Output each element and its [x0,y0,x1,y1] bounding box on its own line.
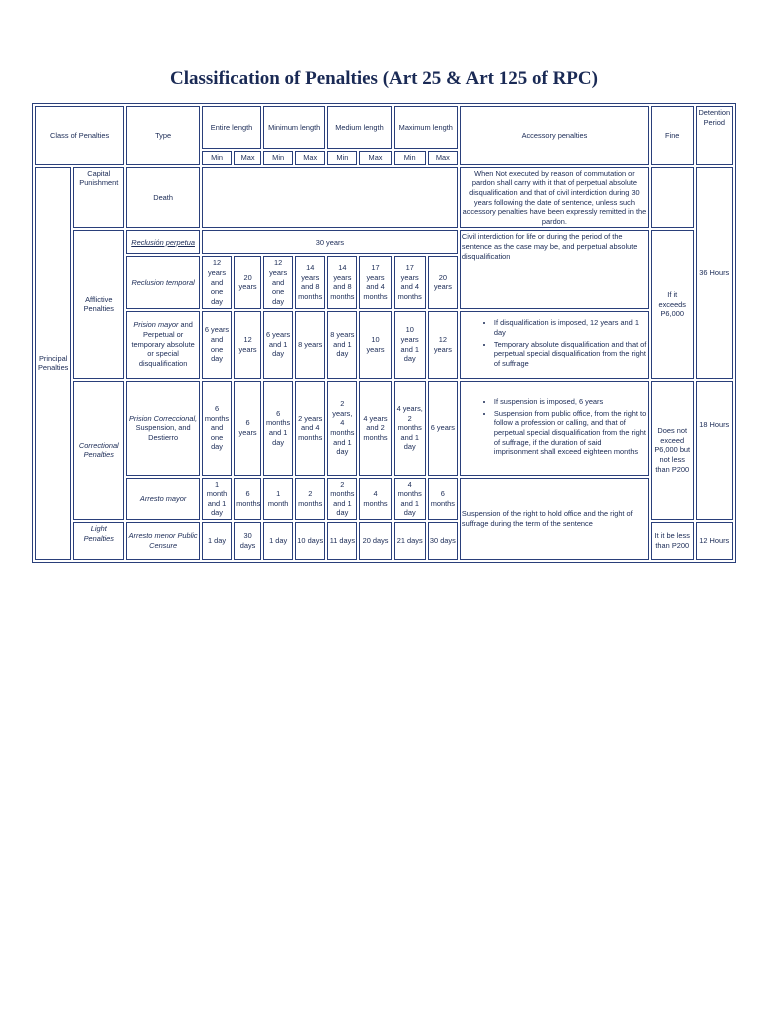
header-type: Type [126,106,200,165]
mayor-medium-min: 8 years and 1 day [327,311,357,379]
prision-mayor-name: Prision mayor [133,320,179,330]
header-detention-period: Detention Period [696,106,733,165]
mayor-entire-min: 6 years and one day [202,311,232,379]
list-item: • If disqualification is imposed, 12 years and 1 day [494,318,647,337]
reclusion-perpetua-type: Reclusión perpetua [126,230,200,254]
mayor-accessory [460,311,649,379]
page-title: Classification of Penalties (Art 25 & Art 125 of RPC) [170,68,598,89]
correccional-entire-max: 6 years [234,381,261,476]
correccional-medium-max: 4 years and 2 months [359,381,391,476]
penalties-table [32,103,736,563]
temporal-maximum-min: 17 years and 4 months [394,256,426,308]
temporal-maximum-max: 20 years [428,256,458,308]
death-accessory: When Not executed by reason of commutation or pardon shall carry with it that of perpetual absolute disqualification and that of civil interdiction during 30 years following the date of sentence, unless such accessory penalties have been expressly remitted in the pardon. [460,167,649,229]
header-maximum-length: Maximum length [394,106,458,149]
correccional-medium-min: 2 years, 4 months and 1 day [327,381,357,476]
light-fine: It it be less than P200 [651,522,694,560]
header-max: Max [359,151,391,165]
principal-penalties-label: Principal Penalties [35,167,71,560]
correccional-minimum-min: 6 months and 1 day [263,381,293,476]
arresto-mayor-maximum-min: 4 months and 1 day [394,478,426,521]
death-length-empty [202,167,458,229]
light-detention: 12 Hours [696,522,733,560]
arresto-mayor-minimum-max: 2 months [295,478,325,521]
mayor-accessory-list [462,318,647,368]
mayor-maximum-min: 10 years and 1 day [394,311,426,379]
prision-correccional-name: Prision Correccional, [129,413,198,423]
correccional-accessory-list [462,397,647,457]
mayor-minimum-min: 6 years and 1 day [263,311,293,379]
correccional-entire-min: 6 months and one day [202,381,232,476]
list-item: • If suspension is imposed, 6 years [494,397,647,407]
afflictive-penalties-label: Afflictive Penalties [73,230,124,378]
mayor-entire-max: 12 years [234,311,261,379]
temporal-minimum-max: 14 years and 8 months [295,256,325,308]
arresto-mayor-maximum-max: 6 months [428,478,458,521]
arresto-mayor-type: Arresto mayor [126,478,200,521]
temporal-entire-max: 20 years [234,256,261,308]
header-medium-length: Medium length [327,106,391,149]
header-entire-length: Entire length [202,106,261,149]
prision-mayor-detail: and Perpetual or temporary absolute or special disqualification [131,320,195,368]
light-minimum-min: 1 day [263,522,293,560]
correctional-penalties-label: Correctional Penalties [73,381,124,521]
light-penalties-label: Light Penalties [73,522,124,560]
list-item: • Temporary absolute disqualification and that of perpetual special disqualification from the right of suffrage [494,340,647,369]
mayor-medium-max: 10 years [359,311,391,379]
capital-punishment-label: Capital Punishment [73,167,124,229]
correccional-accessory [460,381,649,476]
arresto-mayor-medium-min: 2 months and 1 day [327,478,357,521]
afflictive-accessory: Civil interdiction for life or during the period of the sentence as the case may be, and perpetual absolute disqualification [460,230,649,308]
afflictive-fine: If it exceeds P6,000 [651,230,694,378]
correctional-fine: Does not exceed P6,000 but not less than P200 [651,381,694,521]
header-min: Min [394,151,426,165]
light-maximum-min: 21 days [394,522,426,560]
death-type: Death [126,167,200,229]
temporal-medium-max: 17 years and 4 months [359,256,391,308]
reclusion-temporal-type: Reclusion temporal [126,256,200,308]
light-entire-max: 30 days [234,522,261,560]
temporal-minimum-min: 12 years and one day [263,256,293,308]
header-min: Min [263,151,293,165]
mayor-maximum-max: 12 years [428,311,458,379]
arresto-mayor-medium-max: 4 months [359,478,391,521]
light-entire-min: 1 day [202,522,232,560]
death-fine-empty [651,167,694,229]
header-fine: Fine [651,106,694,165]
prision-correccional-type [126,381,200,476]
arresto-mayor-entire-max: 6 months [234,478,261,521]
header-max: Max [295,151,325,165]
prision-mayor-type [126,311,200,379]
header-minimum-length: Minimum length [263,106,325,149]
list-item: • Suspension from public office, from the right to follow a profession or calling, and that of perpetual special disqualification from the right of suffrage, if the duration of said imprisonment shall exceed eighteen months [494,409,647,457]
temporal-entire-min: 12 years and one day [202,256,232,308]
header-max: Max [234,151,261,165]
correccional-maximum-min: 4 years, 2 months and 1 day [394,381,426,476]
correccional-minimum-max: 2 years and 4 months [295,381,325,476]
correctional-detention: 18 Hours [696,381,733,521]
light-medium-min: 11 days [327,522,357,560]
header-class-of-penalties: Class of Penalties [35,106,124,165]
shared-accessory: Suspension of the right to hold office and the right of suffrage during the term of the sentence [460,478,649,561]
arresto-mayor-entire-min: 1 month and 1 day [202,478,232,521]
mayor-minimum-max: 8 years [295,311,325,379]
light-medium-max: 20 days [359,522,391,560]
light-maximum-max: 30 days [428,522,458,560]
header-min: Min [327,151,357,165]
correccional-maximum-max: 6 years [428,381,458,476]
arresto-menor-type: Arresto menor Public Censure [126,522,200,560]
light-minimum-max: 10 days [295,522,325,560]
arresto-mayor-minimum-min: 1 month [263,478,293,521]
temporal-medium-min: 14 years and 8 months [327,256,357,308]
afflictive-detention: 36 Hours [696,167,733,379]
header-max: Max [428,151,458,165]
header-min: Min [202,151,232,165]
header-accessory-penalties: Accessory penalties [460,106,649,165]
reclusion-perpetua-length: 30 years [202,230,458,254]
prision-correccional-detail: Suspension, and Destierro [135,423,191,442]
